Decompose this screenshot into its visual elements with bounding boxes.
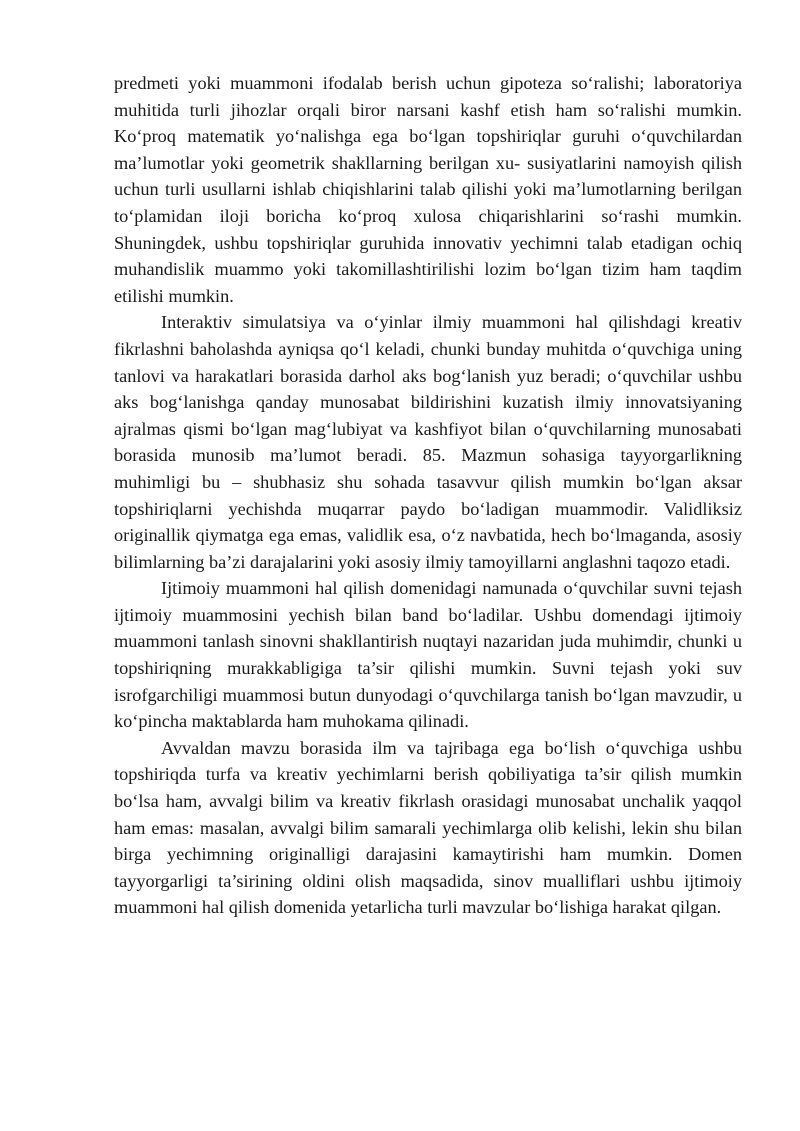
paragraph-2: Interaktiv simulatsiya va o‘yinlar ilmiy muammoni hal qilishdagi kreativ fikrlashni baholashda ayniqsa qo‘l keladi, chunki bunday muhitda o‘quvchiga uning tanlovi va harakatlari borasida darhol aks bog‘lanish yuz beradi; o‘quvchilar ushbu aks bog‘lanishga qanday munosabat bildirishini kuzatish ilmiy innovatsiyaning ajralmas qismi bo‘lgan mag‘lubiyat va kashfiyot bilan o‘quvchilarning munosabati borasida munosib ma’lumot beradi. 85. Mazmun sohasiga tayyorgarlikning muhimligi bu – shubhasiz shu sohada tasavvur qilish mumkin bo‘lgan aksar topshiriqlarni yechishda muqarrar paydo bo‘ladigan muammodir. Validliksiz originallik qiymatga ega emas, validlik esa, o‘z navbatida, hech bo‘lmaganda, asosiy bilimlarning ba’zi darajalarini yoki asosiy ilmiy tamoyillarni anglashni taqozo etadi. [114,312,742,572]
paragraph-4: Avvaldan mavzu borasida ilm va tajribaga ega bo‘lish o‘quvchiga ushbu topshiriqda turfa va kreativ yechimlarni berish qobiliyatiga ta’sir qilish mumkin bo‘lsa ham, avvalgi bilim va kreativ fikrlash orasidagi munosabat unchalik yaqqol ham emas: masalan, avvalgi bilim samarali yechimlarga olib kelishi, lekin shu bilan birga yechimning originalligi darajasini kamaytirishi ham mumkin. Domen tayyorgarligi ta’sirining oldini olish maqsadida, sinov mualliflari ushbu ijtimoiy muammoni hal qilish domenida yetarlicha turli mavzular bo‘lishiga harakat qilgan. [114,737,742,918]
document-page [114,70,742,921]
paragraph-1: predmeti yoki muammoni ifodalab berish uchun gipoteza so‘ralishi; laboratoriya muhitida turli jihozlar orqali biror narsani kashf etish ham so‘ralishi mumkin. Ko‘proq matematik yo‘nalishga ega bo‘lgan topshiriqlar guruhi o‘quvchilardan ma’lumotlar yoki geometrik shakllarning berilgan xu- susiyatlarini namoyish qilish uchun turli usullarni ishlab chiqishlarini talab qilishi yoki ma’lumotlarning berilgan to‘plamidan iloji boricha ko‘proq xulosa chiqarishlarini so‘rashi mumkin. Shuningdek, ushbu topshiriqlar guruhida innovativ yechimni talab etadigan ochiq muhandislik muammo yoki takomillashtirilishi lozim bo‘lgan tizim ham taqdim etilishi mumkin. [114,73,742,306]
paragraph-3: Ijtimoiy muammoni hal qilish domenidagi namunada o‘quvchilar suvni tejash ijtimoiy muammosini yechish bilan band bo‘ladilar. Ushbu domendagi ijtimoiy muammoni tanlash sinovni shakllantirish nuqtayi nazaridan juda muhimdir, chunki u topshiriqning murakkabligiga ta’sir qilishi mumkin. Suvni tejash yoki suv isrofgarchiligi muammosi butun dunyodagi o‘quvchilarga tanish bo‘lgan mavzudir, u ko‘pincha maktablarda ham muhokama qilinadi. [114,578,742,732]
